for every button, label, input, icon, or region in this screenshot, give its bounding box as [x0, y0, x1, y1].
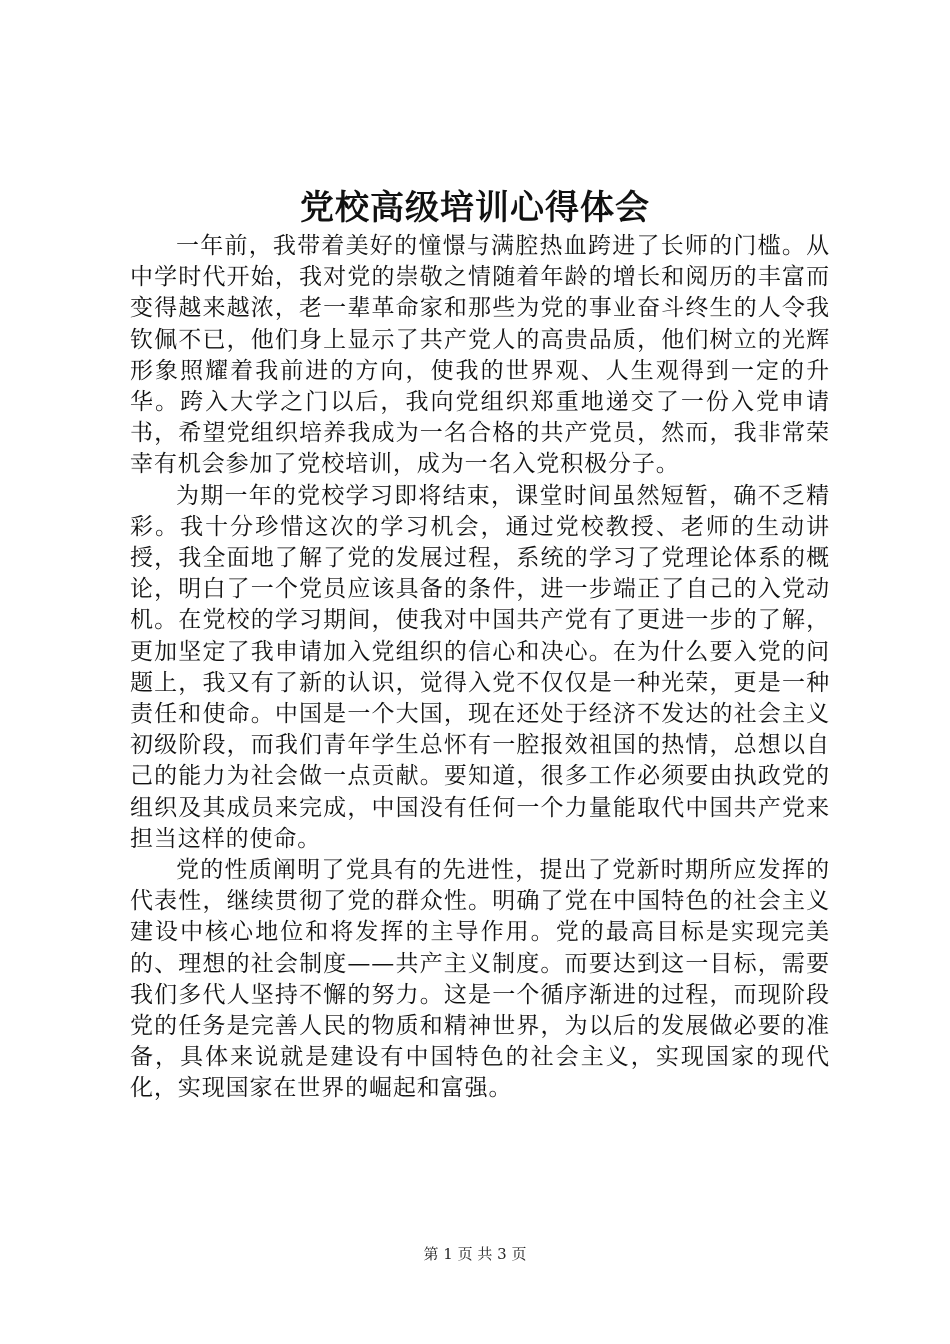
paragraph-2: 为期一年的党校学习即将结束，课堂时间虽然短暂，确不乏精彩。我十分珍惜这次的学习机会，通过党校教授、老师的生动讲授，我全面地了解了党的发展过程，系统的学习了党理论体系的概论，明白了一个党员应该具备的条件，进一步端正了自己的入党动机。在党校的学习期间，使我对中国共产党有了更进一步的了解，更加坚定了我申请加入党组织的信心和决心。在为什么要入党的问题上，我又有了新的认识，觉得入党不仅仅是一种光荣，更是一种责任和使命。中国是一个大国，现在还处于经济不发达的社会主义初级阶段，而我们青年学生总怀有一腔报效祖国的热情，总想以自己的能力为社会做一点贡献。要知道，很多工作必须要由执政党的组织及其成员来完成，中国没有任何一个力量能取代中国共产党来担当这样的使命。: [130, 482, 830, 852]
document-title: 党校高级培训心得体会: [300, 188, 650, 228]
document-body: [130, 231, 830, 1105]
paragraph-1: 一年前，我带着美好的憧憬与满腔热血跨进了长师的门槛。从中学时代开始，我对党的崇敬之情随着年龄的增长和阅历的丰富而变得越来越浓，老一辈革命家和那些为党的事业奋斗终生的人令我钦佩不已，他们身上显示了共产党人的高贵品质，他们树立的光辉形象照耀着我前进的方向，使我的世界观、人生观得到一定的升华。跨入大学之门以后，我向党组织郑重地递交了一份入党申请书，希望党组织培养我成为一名合格的共产党员，然而，我非常荣幸有机会参加了党校培训，成为一名入党积极分子。: [130, 233, 830, 478]
page-footer: 第 1 页 共 3 页: [423, 1245, 527, 1263]
paragraph-3: 党的性质阐明了党具有的先进性，提出了党新时期所应发挥的代表性，继续贯彻了党的群众性。明确了党在中国特色的社会主义建设中核心地位和将发挥的主导作用。党的最高目标是实现完美的、理想的社会制度——共产主义制度。而要达到这一目标，需要我们多代人坚持不懈的努力。这是一个循序渐进的过程，而现阶段党的任务是完善人民的物质和精神世界，为以后的发展做必要的准备，具体来说就是建设有中国特色的社会主义，实现国家的现代化，实现国家在世界的崛起和富强。: [130, 857, 830, 1102]
